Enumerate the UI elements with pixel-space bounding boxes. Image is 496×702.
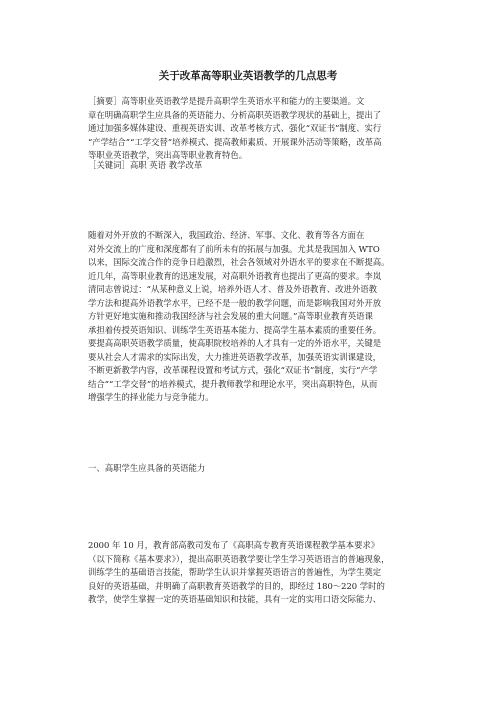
paragraph-line: 承担着传授英语知识、训练学生英语基本能力、提高学生基本素质的重要任务。 [88, 324, 382, 335]
paragraph-line: 以来，国际交流合作的竞争日趋激烈，社会各领域对外语水平的要求在不断提高。 [88, 257, 390, 267]
paragraph-line: 清同志曾说过：“从某种意义上说，培养外语人才、普及外语教育、改进外语教 [88, 284, 378, 294]
paragraph-line: 结合”“工学交替”的培养模式，提升教师教学和理论水平，突出高职特色，从而 [88, 378, 378, 389]
paragraph-line: 教学，使学生掌握一定的英语基础知识和技能，具有一定的实用口语交际能力、 [88, 594, 382, 604]
abstract [88, 95, 408, 163]
paragraph-line: 增强学生的择业能力与竞争能力。 [88, 392, 214, 402]
abstract-line: 等职业英语教学，突出高等职业教育特色。 [88, 150, 248, 160]
paragraph-line: 近几年，高等职业教育的迅速发展，对高职外语教育也提出了更高的要求。李岚 [88, 270, 382, 281]
abstract-line: “产学结合”“工学交替”培养模式、提高教师素质、开展课外活动等策略，改革高 [88, 136, 382, 147]
abstract-line: ［摘要］高等职业英语教学是提升高职学生英语水平和能力的主要渠道。文 [88, 96, 365, 106]
paragraph-line: 2000 年 10 月，教育部高教司发布了《高职高专教育英语课程教学基本要求》 [88, 540, 380, 550]
paragraph-line: 要提高高职英语教学质量，使高职院校培养的人才具有一定的外语水平，关键是 [88, 338, 382, 348]
keywords: ［关键词］高职 英语 教学改革 [88, 160, 203, 170]
section-paragraph [88, 539, 408, 607]
paragraph-line: 不断更新教学内容，改革课程设置和考试方式，强化“双证书”制度，实行“产学 [88, 365, 378, 375]
intro-paragraph [88, 229, 408, 405]
paragraph-line: 学方法和提高外语教学水平，已经不是一般的教学问题，而是影响我国对外开放 [88, 297, 382, 308]
paragraph-line: 随着对外开放的不断深入，我国政治、经济、军事、文化、教育等各方面在 [88, 230, 365, 240]
paragraph-line: 良好的英语基础，并明确了高职教育英语教学的目的，即经过 180～220 学时的 [88, 580, 385, 591]
section-heading: 一、高职学生应具备的英语能力 [88, 463, 206, 473]
paragraph-line: 方针更好地实施和推动我国经济与社会发展的重大问题。”高等职业教育英语课 [88, 311, 373, 321]
paragraph-line: 要从社会人才需求的实际出发，大力推进英语教学改革，加强英语实训课建设， [88, 351, 382, 362]
abstract-line: 通过加强多媒体建设、重视英语实训、改革考核方式、强化“双证书”制度、实行 [88, 123, 382, 133]
abstract-line: 章在明确高职学生应具备的英语能力、分析高职英语教学现状的基础上，提出了 [88, 109, 382, 120]
paragraph-line: （以下简称《基本要求》），提出高职英语教学要让学生学习英语语言的普遍现象， [88, 553, 390, 564]
paragraph-line: 训练学生的基础语言技能，帮助学生认识并掌握英语语言的普遍性，为学生奠定 [88, 567, 382, 577]
page-title: 关于改革高等职业英语教学的几点思考 [158, 70, 338, 82]
paragraph-line: 对外交流上的广度和深度都有了前所未有的拓展与加强。尤其是我国加入 WTO [88, 243, 380, 254]
